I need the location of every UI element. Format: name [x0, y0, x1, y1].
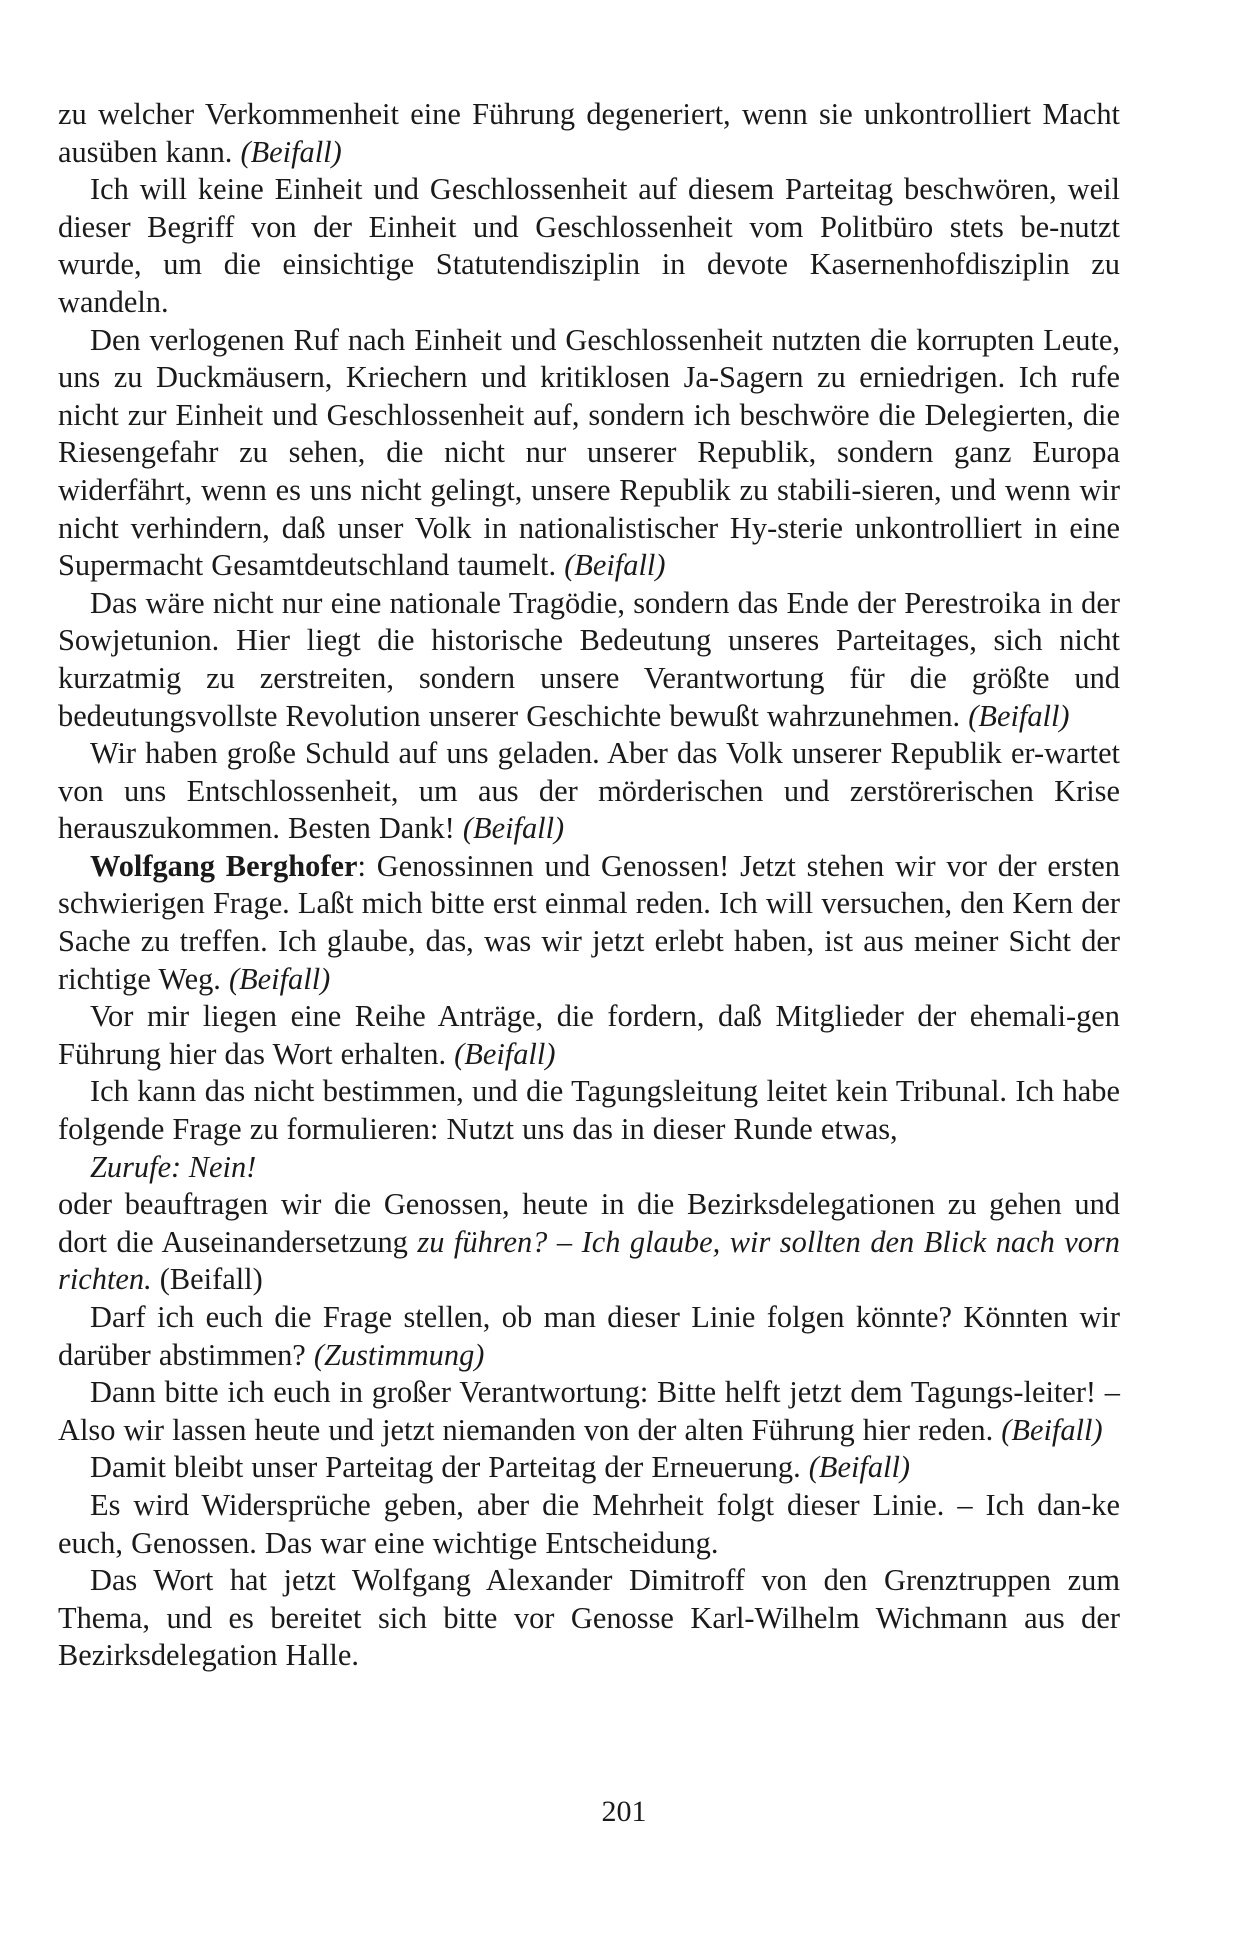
text-run: Das wäre nicht nur eine nationale Tragödie, sondern das Ende der Perestroika in der Sowjetunion. Hier liegt die historische Bedeutung unseres Parteitages, sich nicht kurzatmig zu zerstreiten, sondern unsere Verantwortung für die größte und bedeutungsvollste Revolution unserer Geschichte bewußt wahrzunehmen.	[58, 585, 1120, 733]
stage-note: (Beifall)	[1001, 1412, 1103, 1447]
paragraph	[58, 735, 1120, 848]
text-run: Ich will keine Einheit und Geschlossenheit auf diesem Parteitag beschwören, weil dieser Begriff von der Einheit und Geschlossenheit vom Politbüro stets be-nutzt wurde, um die einsichtige Statutendisziplin in devote Kasernenhofdisziplin zu wandeln.	[58, 172, 1120, 319]
stage-note: (Beifall)	[968, 698, 1070, 733]
stage-note: (Beifall)	[808, 1450, 911, 1485]
text-run: zu welcher Verkommenheit eine Führung degeneriert, wenn sie unkontrolliert Macht ausüben kann.	[58, 97, 1120, 169]
stage-note: (Beifall)	[564, 548, 666, 583]
text-run: Darf ich euch die Frage stellen, ob man dieser Linie folgen könnte? Könnten wir darüber abstimmen?	[58, 1300, 1120, 1372]
interjection	[58, 1149, 1120, 1187]
text-run: Wir haben große Schuld auf uns geladen. Aber das Volk unserer Republik er-wartet von uns Entschlossenheit, um aus der mörderischen und zerstörerischen Krise herauszukommen. Besten Dank!	[58, 736, 1120, 846]
stage-note: zu führen? – Ich glaube, wir sollten den Blick nach vorn richten.	[58, 1224, 1120, 1297]
page-number: 201	[601, 1795, 647, 1828]
paragraph	[58, 1487, 1120, 1562]
paragraph	[58, 1186, 1120, 1299]
paragraph	[58, 998, 1120, 1073]
text-run: Damit bleibt unser Parteitag der Parteitag der Erneuerung.	[90, 1450, 809, 1485]
paragraph	[58, 1073, 1120, 1148]
text-run: : Genossinnen und Genossen! Jetzt stehen wir vor der ersten schwierigen Frage. Laßt mich bitte erst einmal reden. Ich will versuchen, den Kern der Sache zu treffen. Ich glaube, das, was wir jetzt erlebt haben, ist aus meiner Sicht der richtige Weg.	[58, 848, 1120, 996]
paragraph	[58, 1562, 1120, 1675]
speaker-name: Wolfgang Berghofer	[90, 848, 358, 883]
stage-note: (Zustimmung)	[313, 1337, 485, 1372]
paragraph	[58, 96, 1120, 171]
stage-note: Zurufe: Nein!	[90, 1149, 257, 1184]
stage-note: (Beifall)	[240, 134, 342, 169]
stage-note: (Beifall)	[462, 811, 565, 846]
paragraph	[58, 848, 1120, 998]
text-run: (Beifall)	[159, 1262, 263, 1297]
text-run: Den verlogenen Ruf nach Einheit und Geschlossenheit nutzten die korrupten Leute, uns zu Duckmäusern, Kriechern und kritiklosen Ja-Sagern zu erniedrigen. Ich rufe nicht zur Einheit und Geschlossenheit auf, sondern ich beschwöre die Delegierten, die Riesengefahr zu sehen, die nicht nur unserer Republik, sondern ganz Europa widerfährt, wenn es uns nicht gelingt, unsere Republik zu stabili-sieren, und wenn wir nicht verhindern, daß unser Volk in nationalistischer Hy-sterie unkontrolliert in eine Supermacht Gesamtdeutschland taumelt.	[58, 322, 1120, 583]
text-run: Das Wort hat jetzt Wolfgang Alexander Dimitroff von den Grenztruppen zum Thema, und es bereitet sich bitte vor Genosse Karl-Wilhelm Wichmann aus der Bezirksdelegation Halle.	[58, 1563, 1120, 1673]
paragraph	[58, 1374, 1120, 1449]
document-body	[58, 96, 1120, 1675]
paragraph	[58, 1449, 1120, 1487]
paragraph	[58, 322, 1120, 585]
stage-note: (Beifall)	[229, 961, 331, 996]
text-run: Es wird Widersprüche geben, aber die Mehrheit folgt dieser Linie. – Ich dan-ke euch, Genossen. Das war eine wichtige Entscheidung.	[58, 1487, 1120, 1560]
paragraph	[58, 585, 1120, 735]
paragraph	[58, 1299, 1120, 1374]
text-run: Vor mir liegen eine Reihe Anträge, die fordern, daß Mitglieder der ehemali-gen Führung hier das Wort erhalten.	[58, 999, 1120, 1071]
text-run: Ich kann das nicht bestimmen, und die Tagungsleitung leitet kein Tribunal. Ich habe folgende Frage zu formulieren: Nutzt uns das in dieser Runde etwas,	[58, 1074, 1120, 1147]
text-run: Dann bitte ich euch in großer Verantwortung: Bitte helft jetzt dem Tagungs-leiter! – Also wir lassen heute und jetzt niemanden von der alten Führung hier reden.	[58, 1375, 1120, 1447]
text-run: oder beauftragen wir die Genossen, heute in die Bezirksdelegationen zu gehen und dort die Auseinandersetzung	[58, 1187, 1120, 1259]
stage-note: (Beifall)	[454, 1036, 556, 1071]
paragraph	[58, 171, 1120, 321]
